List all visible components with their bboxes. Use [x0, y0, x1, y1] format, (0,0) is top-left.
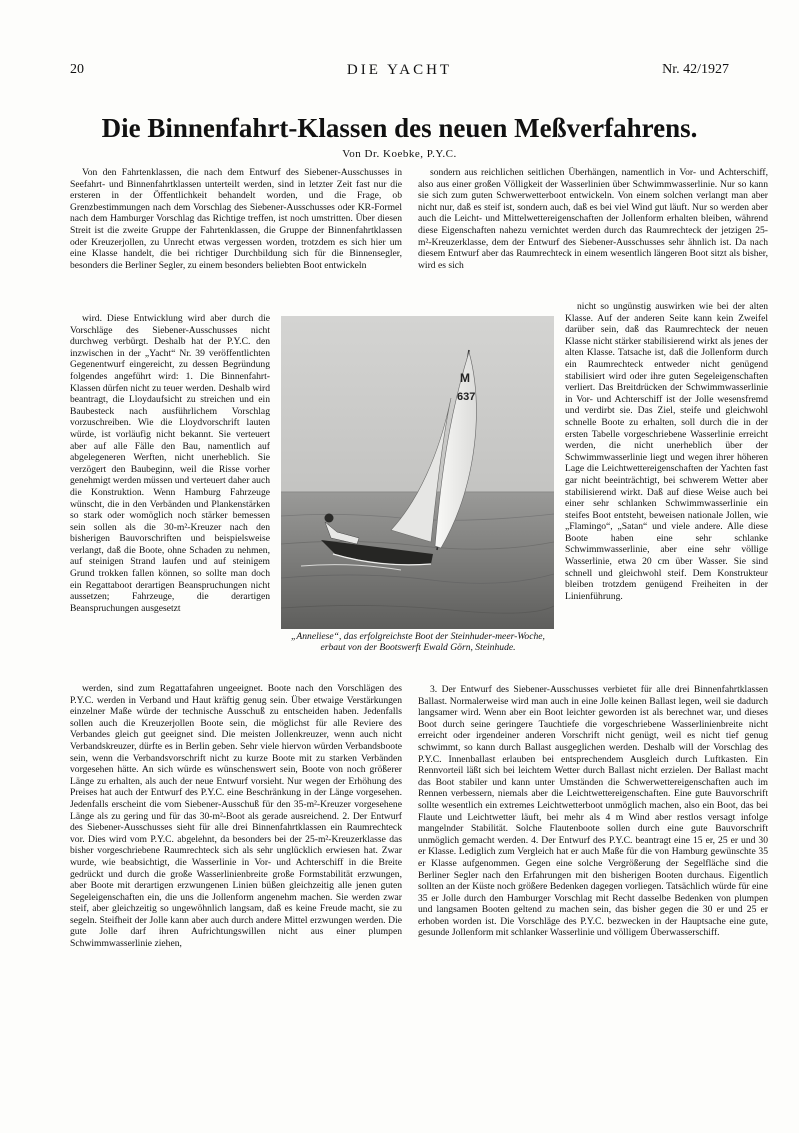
- article-title: Die Binnenfahrt-Klassen des neuen Meßverfahrens.: [101, 113, 698, 143]
- sailor: [325, 514, 334, 523]
- column-right-bottom: [418, 684, 768, 1084]
- column-right-wrap: [565, 301, 768, 684]
- paragraph: Von den Fahrtenklassen, die nach dem Entwurf des Siebener-Ausschusses in Seefahrt- und Binnenfahrtklassen unterteilt werden, sind in letzter Zeit fast nur die ersteren in der Öffentlichkeit behandelt worden, und die Frage, ob Grenzbestimmungen nach dem Vorschlag des Siebener-Ausschusses oder KR-Formel nach dem Hamburger Vorschlag das Richtige treffen, ist noch umstritten. Über diesen Streit ist die zweite Gruppe der Fahrtenklassen, die Gruppe der Binnenfahrtklassen oder Kreuzerjollen, zu Unrecht etwas vergessen worden, trotzdem es sich hier um eine Klasse handelt, die bei richtiger Durchbildung sich für die Binnensegler, besonders die Berliner Segler, zu einem besonders beliebten Boot entwickeln: [70, 167, 402, 271]
- column-right-top: [418, 167, 768, 301]
- column-left-top: [70, 167, 402, 313]
- sail-mark-number: 637: [457, 391, 476, 403]
- column-left-wrap: [70, 313, 270, 683]
- sailboat-photo-graphic: [281, 316, 554, 629]
- paragraph: wird. Diese Entwicklung wird aber durch die Vorschläge des Siebener-Ausschusses nicht durchweg verbürgt. Deshalb hat der P.Y.C. den inzwischen in der „Yacht“ Nr. 39 veröffentlichten Gegenentwurf eingereicht, zu dessen Begründung folgendes angeführt wird: 1. Die Binnenfahrt-Klassen dürfen nicht zu teuer werden. Deshalb wird beantragt, die Lloydaufsicht zu streichen und ein Baubesteck nach ausführlichem Vorschlag vorzuschreiben. Wie die Lloydvorschrift lauten würde, ist vorläufig nicht bekannt. Sie verteuert aber auf alle Fälle den Bau, namentlich auf abgelegeneren Werften, nicht unerheblich. Sie verzögert den Baubeginn, weil die Risse vorher genehmigt werden müssen und verteuert daher auch die Konstruktion. Wenn Hamburg Fahrzeuge wünscht, die in den Verbänden und Plankenstärken so stark oder womöglich noch stärker bemessen sein sollen als die 30-m²-Kreuzer nach den bisherigen Bauvorschriften und beispielsweise verlangt, daß die Boote, ohne Schaden zu nehmen, auf steinigen Strand laufen und auf steinigem Grund trokken fallen können, so sollte man doch ein Regattaboot derartigen Beanspruchungen nicht aussetzen; Fahrzeuge, die derartigen Beanspruchungen ausgesetzt: [70, 313, 270, 614]
- issue-number: Nr. 42/1927: [662, 62, 729, 77]
- column-left-bottom: [70, 683, 402, 1081]
- paragraph: 3. Der Entwurf des Siebener-Ausschusses verbietet für alle drei Binnenfahrtklassen Ballast. Normalerweise wird man auch in eine Jolle keinen Ballast legen, weil sie dadurch langsamer wird. Wenn aber ein Boot leichter geworden ist als berechnet war, und dieses Boot durch seine geringere Tauchtiefe die vorgeschriebene Wasserlinienbreite nicht erreicht oder irgendeiner anderen Vorschrift nicht genügt, weil es nicht tief genug schwimmt, so kann durch Ballast ausgeglichen werden. Deshalb will der Vorschlag des P.Y.C. Innenballast erlauben bei entsprechendem Ausgleich durch Luftkasten. Ein Rennvorteil läßt sich bei leichtem Wetter durch Ballast nicht erzielen. Der Ballast macht das Boot stabiler und kann unter Umständen die Schwerwettereigenschaften auch im Rennen verbessern, niemals aber die Leichtwettereigenschaften. Eine gute Bauvorschrift sollte wesentlich ein extremes Leichtwetterboot unmöglich machen, also ein Boot, das bei Flaute und Leichtwetter läuft, bei mehr als 4 m Wind aber restlos versagt infolge mangelnder Stabilität. Solche Flautenboote sollen durch eine gute Bauvorschrift unmöglich gemacht werden. 4. Der Entwurf des P.Y.C. beantragt eine 15 er, 25 er und 30 er Klasse. Lediglich zum Vergleich hat er auch Maße für die von Hamburg gewünschte 35 er Klasse aufgenommen. Gegen eine solche Vergrößerung der Segelfläche sind die Berliner Segler nach den Erfahrungen mit den bisherigen Booten durchaus. Eigentlich sollten an der Küste noch größere Bedenken dagegen vorliegen. Tatsächlich würde für eine 35 er Jolle durch den Hamburger Vorschlag mit Recht dasselbe Bedenken von plumpen und langsamen Booten geltend zu machen sein, das bisher gegen die 30 er und 25 er erhoben worden ist. Die Vorschläge des P.Y.C. bezwecken in der Hauptsache eine gute, gesunde Jollenform mit schlanker Wasserlinie und völligem Überwasserschiff.: [418, 684, 768, 939]
- photo-caption: „Anneliese“, das erfolgreichste Boot der Steinhuder-meer-Woche, erbaut von der Bootswerft Ewald Görn, Steinhude.: [291, 631, 545, 654]
- magazine-name: DIE YACHT: [346, 62, 453, 78]
- paragraph: werden, sind zum Regattafahren ungeeignet. Boote nach den Vorschlägen des P.Y.C. werden in Verband und Haut kräftig genug sein. Über etwaige Verstärkungen einzelner Maße würde der technische Ausschuß zu entscheiden haben. Jedenfalls sollen auch die Kreuzerjollen Boote sein, die möglichst für alle Reviere des Verbandes gleich gut geeignet sind. Die meisten Jollenkreuzer, wenn auch nicht Verbandskreuzer, dürfte es in Berlin geben. Sehr viele hiervon würden Verbandsboote sein, wenn die Verbandsvorschrift nicht zu kurze Boote mit zu starken Verbänden vorgesehen hätte. An sich würde es wünschenswert sein, Boote von noch größerer Länge zu erhalten, als auch der neue Entwurf vorsieht. Nur wegen der Erhöhung des Preises hat auch der Entwurf des P.Y.C. eine Beschränkung in der Länge vorgesehen. Jedenfalls erscheint die vom Siebener-Ausschuß für den 35-m²-Kreuzer vorgesehene Länge als zu gering und für das 30-m²-Boot als gerade ausreichend. 2. Der Entwurf des Siebener-Ausschusses sieht für alle drei Binnenfahrtklassen ein Raumrechteck vor. Dies wird vom P.Y.C. abgelehnt, da besonders bei der 25-m²-Kreuzerklasse das bisher vorgeschriebene Raumrechteck sich als sehr unglücklich erwiesen hat. Zwar wurde, wie beabsichtigt, die Wasserlinie in Vor- und Achterschiff in die Breite gedrückt und durch die große Wasserlinienbreite große Formstabilität erzwungen, aber Boote mit derartigen erzwungenen Linien büßen gleichzeitig alle jenen guten Segeleigenschaften ein, die uns die Jollenform angenehm machen. Sie werden zwar steif, aber gleichzeitig so ungewöhnlich langsam, daß es keine Freude macht, sie zu segeln. Steifheit der Jolle kann aber auch durch andere Mittel erzwungen werden. Die gute Jolle darf ihren Aufrichtungswillen nicht aus einer plumpen Schwimmwasserlinie ziehen,: [70, 683, 402, 950]
- running-header: [70, 62, 729, 84]
- paragraph: nicht so ungünstig auswirken wie bei der alten Klasse. Auf der anderen Seite kann kein Zweifel darüber sein, daß das Raumrechteck der neuen Klasse nicht stärker stabilisierend wirkt als jenes der alten Klasse. Tatsache ist, daß die Jollenform durch ein Raumrechteck entweder nicht genügend stabilisiert wird oder ihre guten Segeleigenschaften verliert. Das Breitdrücken der Schwimmwasserlinie in Vor- und Achterschiff ist der Jolle wesensfremd und verdirbt sie. Das Ziel, steife und gleichwohl schnelle Boote zu erhalten, soll durch die in der ersten Tabelle vorgeschriebene Wasserlinie erreicht werden, die nicht unerheblich über der Schwimmwasserlinie liegt und wegen ihrer höheren Lage die Leichtwettereigenschaften der Yachten fast gar nicht beeinträchtigt, bei schwerem Wetter aber stabilisierend wirkt. Daß auf diese Weise auch bei einer sehr schlanken Schwimmwasserlinie ein steifes Boot entsteht, beweisen nationale Jollen, wie „Flamingo“, „Satan“ und viele andere. Alle diese Boote haben eine sehr schlanke Schwimmwasserlinie, aber eine sehr völlige Wasserlinie, etwa 20 cm über Wasser. Sie sind schnell und gleichwohl steif. Dem Konstrukteur bleiben trotzdem genügend Freiheiten in der Linienführung.: [565, 301, 768, 602]
- page-number: 20: [70, 62, 84, 77]
- paragraph: sondern aus reichlichen seitlichen Überhängen, namentlich in Vor- und Achterschiff, also aus einer großen Völligkeit der Wasserlinien über Schwimmwasserlinie. Nur so kann sie sich zum guten Schwerwetterboot entwickeln. Von einem solchen verlangt man aber nicht nur, daß es steif ist, sondern auch, daß es bei viel Wind gut läuft. Nur so werden aber auch die Leicht- und Mittelwettereigenschaften der Jollenform erhalten bleiben, während diese Eigenschaften nahezu vernichtet werden durch das Raumrechteck der jetzigen 25-m²-Kreuzerklasse, dem der Entwurf des Siebener-Ausschusses sehr ähnlich ist. Da nach diesem Entwurf aber das Raumrechteck in einem wesentlich längeren Boot sitzt als bisher, wird es sich: [418, 167, 768, 271]
- article-author: Von Dr. Koebke, P.Y.C.: [342, 148, 457, 160]
- sail-mark-letter: M: [460, 371, 470, 385]
- sailboat-photo: [281, 316, 554, 629]
